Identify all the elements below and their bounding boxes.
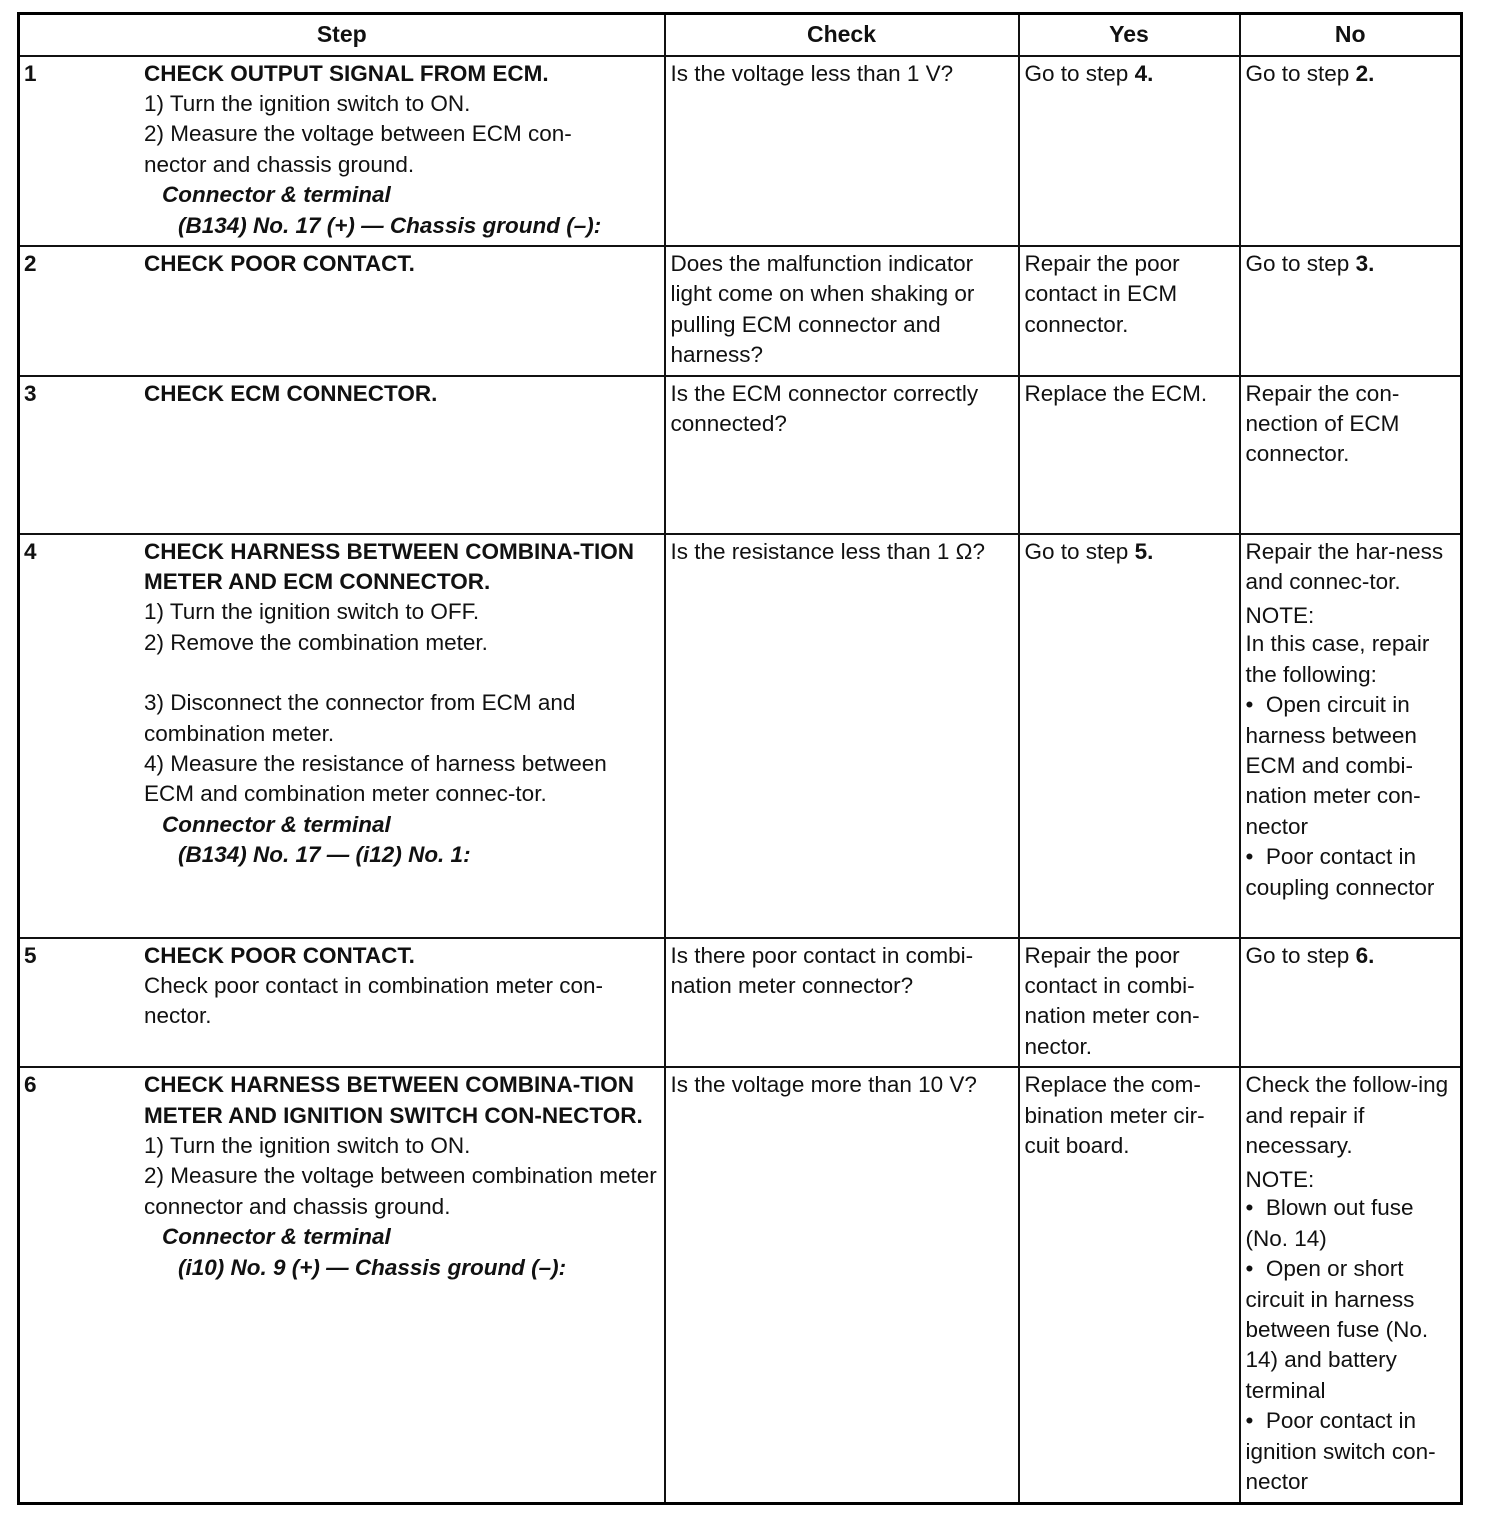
step-line: 4) Measure the resistance of harness between ECM and combination meter connec-tor. [144,751,607,807]
step-line: 2) Measure the voltage between combination meter connector and chassis ground. [144,1163,657,1219]
step-cell [19,938,665,1068]
check-cell: Is the voltage less than 1 V? [665,56,1019,246]
table-row [19,1067,1462,1503]
connector-label: Connector & terminal [162,811,391,837]
yes-text: Go to step [1024,60,1135,86]
step-line: 2) Remove the combination meter. [144,629,488,655]
no-cell: Repair the con-nection of ECM connector. [1240,376,1462,534]
check-cell: Is the voltage more than 10 V? [665,1067,1019,1503]
note-label: NOTE: [1245,1167,1315,1193]
note-bullet: • Poor contact in ignition switch con-nector [1246,1406,1456,1497]
step-number: 5 [24,942,37,968]
check-cell: Is there poor contact in combi-nation meter connector? [665,938,1019,1068]
note-text: In this case, repair the following: [1245,631,1430,687]
note-bullet: • Poor contact in coupling connector [1246,842,1456,903]
header-check: Check [665,14,1019,56]
table-row [19,56,1462,246]
check-cell: Is the resistance less than 1 Ω? [665,534,1019,938]
diagnostic-table [17,12,1463,1505]
connector-value: (B134) No. 17 (+) — Chassis ground (–): [178,212,602,238]
check-cell: Does the malfunction indicator light come on when shaking or pulling ECM connector and harness? [665,246,1019,376]
yes-cell [1019,534,1240,938]
table-row [19,938,1462,1068]
no-step-ref: 6. [1355,942,1375,968]
no-cell [1240,1067,1462,1503]
step-line: 1) Turn the ignition switch to ON. [144,90,471,116]
yes-cell: Replace the com-bination meter cir-cuit board. [1019,1067,1240,1503]
step-title: CHECK OUTPUT SIGNAL FROM ECM. [144,60,549,86]
table-row [19,376,1462,534]
step-number: 2 [24,250,37,276]
no-step-ref: 3. [1355,250,1375,276]
no-cell [1240,534,1462,938]
step-line: 1) Turn the ignition switch to ON. [144,1133,471,1158]
connector-label: Connector & terminal [162,1224,391,1250]
step-number: 6 [24,1072,37,1098]
no-cell [1240,56,1462,246]
connector-value: (B134) No. 17 — (i12) No. 1: [178,842,471,868]
no-cell [1240,246,1462,376]
header-step: Step [19,14,665,56]
no-text: Go to step [1245,250,1356,276]
check-cell: Is the ECM connector correctly connected? [665,376,1019,534]
header-yes: Yes [1019,14,1240,56]
step-number: 1 [24,60,37,86]
yes-cell: Repair the poor contact in ECM connector. [1019,246,1240,376]
step-line: 1) Turn the ignition switch to OFF. [144,599,480,625]
no-step-ref: 2. [1355,60,1375,86]
table-row [19,246,1462,376]
step-title: CHECK ECM CONNECTOR. [144,380,438,406]
header-row [19,14,1462,56]
step-number: 3 [24,380,37,406]
yes-cell: Repair the poor contact in combi-nation meter con-nector. [1019,938,1240,1068]
step-line: 2) Measure the voltage between ECM con- [144,121,572,147]
step-line: Check poor contact in combination meter con-nector. [144,972,603,1029]
no-cell [1240,938,1462,1068]
step-title: CHECK HARNESS BETWEEN COMBINA-TION METER AND IGNITION SWITCH CON-NECTOR. [144,1072,643,1128]
yes-step-ref: 5. [1134,538,1154,564]
step-number: 4 [24,538,37,564]
note-bullet: • Open circuit in harness between ECM and combi-nation meter con-nector [1246,690,1456,842]
note-label: NOTE: [1245,603,1315,629]
step-line: nector and chassis ground. [144,151,415,177]
yes-step-ref: 4. [1134,60,1154,86]
step-cell [19,246,665,376]
note-bullet: • Open or short circuit in harness between fuse (No. 14) and battery terminal [1246,1254,1456,1406]
no-text: Go to step [1245,942,1356,968]
step-cell [19,56,665,246]
header-no: No [1240,14,1462,56]
connector-label: Connector & terminal [162,182,391,208]
yes-cell: Replace the ECM. [1019,376,1240,534]
no-text: Go to step [1245,60,1356,86]
step-cell [19,534,665,938]
connector-value: (i10) No. 9 (+) — Chassis ground (–): [178,1254,567,1280]
yes-cell [1019,56,1240,246]
no-text: Check the follow-ing and repair if necessary. [1245,1072,1449,1158]
step-title: CHECK HARNESS BETWEEN COMBINA-TION METER AND ECM CONNECTOR. [144,538,635,594]
yes-text: Go to step [1024,538,1135,564]
note-bullet: • Blown out fuse (No. 14) [1246,1193,1456,1254]
step-cell [19,376,665,534]
step-title: CHECK POOR CONTACT. [144,942,415,968]
step-line: 3) Disconnect the connector from ECM and combination meter. [144,690,576,746]
no-text: Repair the har-ness and connec-tor. [1245,538,1444,594]
step-title: CHECK POOR CONTACT. [144,250,415,276]
step-cell [19,1067,665,1503]
table-row [19,534,1462,938]
